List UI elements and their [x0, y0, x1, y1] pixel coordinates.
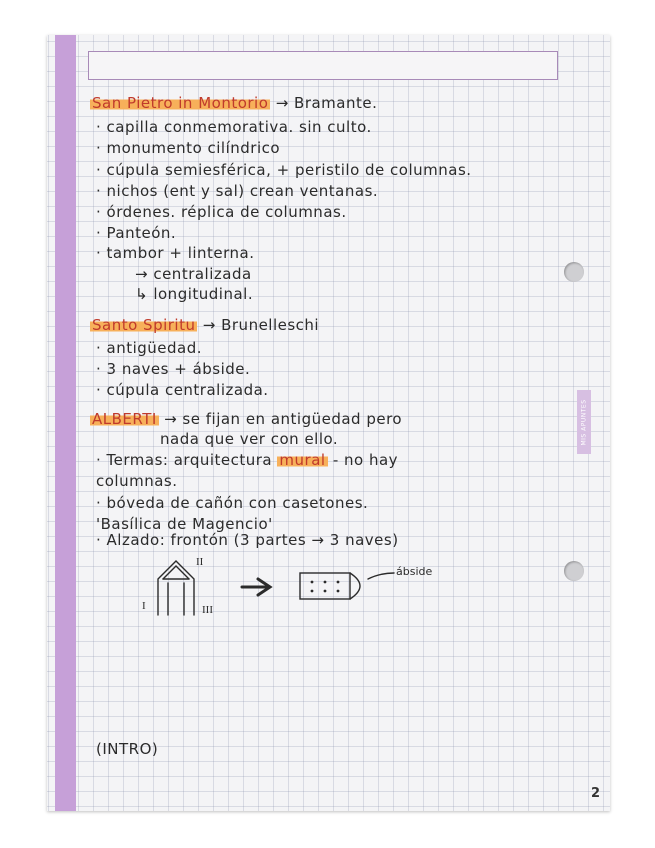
- note-line: · 3 naves + ábside.: [96, 360, 251, 378]
- punch-hole-bottom: [564, 561, 584, 581]
- section-arrow-text: → se fijan en antigüedad pero: [164, 410, 403, 428]
- note-line: · cúpula centralizada.: [96, 381, 269, 399]
- note-line: · monumento cilíndrico: [96, 139, 281, 157]
- note-line: 'Basílica de Magencio': [96, 515, 273, 533]
- note-line: · antigüedad.: [96, 339, 203, 357]
- section-arrow-text: → Bramante.: [275, 94, 378, 112]
- note-line: → centralizada: [135, 265, 252, 283]
- notebook-page: [47, 35, 610, 811]
- note-line: ↳ longitudinal.: [135, 285, 254, 303]
- section-heading: [90, 410, 402, 428]
- facade-columns: [163, 579, 189, 615]
- note-line: · nichos (ent y sal) crean ventanas.: [96, 182, 379, 200]
- note-line: columnas.: [96, 472, 178, 490]
- alzado-line: · Alzado: frontón (3 partes → 3 naves): [96, 531, 399, 549]
- section-arrow-text: → Brunelleschi: [202, 316, 320, 334]
- alzado-sketch: [132, 553, 432, 633]
- roman-numeral-1: I: [142, 600, 146, 612]
- page-number: 2: [590, 786, 600, 801]
- arrow-right-icon: [242, 579, 270, 595]
- apse-label: ábside: [396, 565, 433, 578]
- apse-label-pointer: [368, 573, 394, 579]
- highlight-mural: mural: [279, 451, 326, 469]
- plan-dots: [311, 581, 340, 593]
- intro-label: (INTRO): [96, 740, 159, 758]
- note-line: nada que ver con ello.: [160, 430, 339, 448]
- margin-bar: [55, 35, 76, 811]
- section-heading: [90, 94, 377, 112]
- note-line: · tambor + linterna.: [96, 244, 255, 262]
- pediment-inner: [163, 566, 189, 579]
- note-line: · órdenes. réplica de columnas.: [96, 203, 347, 221]
- roman-numeral-2: II: [196, 556, 204, 568]
- note-line: · Panteón.: [96, 224, 177, 242]
- section-title-san-pietro: San Pietro in Montorio: [92, 94, 269, 112]
- plan-rectangle: [300, 573, 350, 599]
- note-line: · bóveda de cañón con casetones.: [96, 494, 369, 512]
- apse-curve: [350, 573, 360, 599]
- section-heading: [90, 316, 319, 334]
- note-line: · capilla conmemorativa. sin culto.: [96, 118, 372, 136]
- brand-tab: MIS APUNTES: [577, 390, 591, 454]
- facade-outline: [158, 561, 194, 615]
- header-box: [88, 51, 558, 80]
- section-title-alberti: ALBERTI: [92, 410, 157, 428]
- note-line: · Termas: arquitectura mural - no hay: [96, 451, 399, 469]
- section-title-santo-spiritu: Santo Spiritu: [92, 316, 196, 334]
- roman-numeral-3: III: [202, 604, 213, 616]
- punch-hole-top: [564, 262, 584, 282]
- note-line: · cúpula semiesférica, + peristilo de columnas.: [96, 161, 472, 179]
